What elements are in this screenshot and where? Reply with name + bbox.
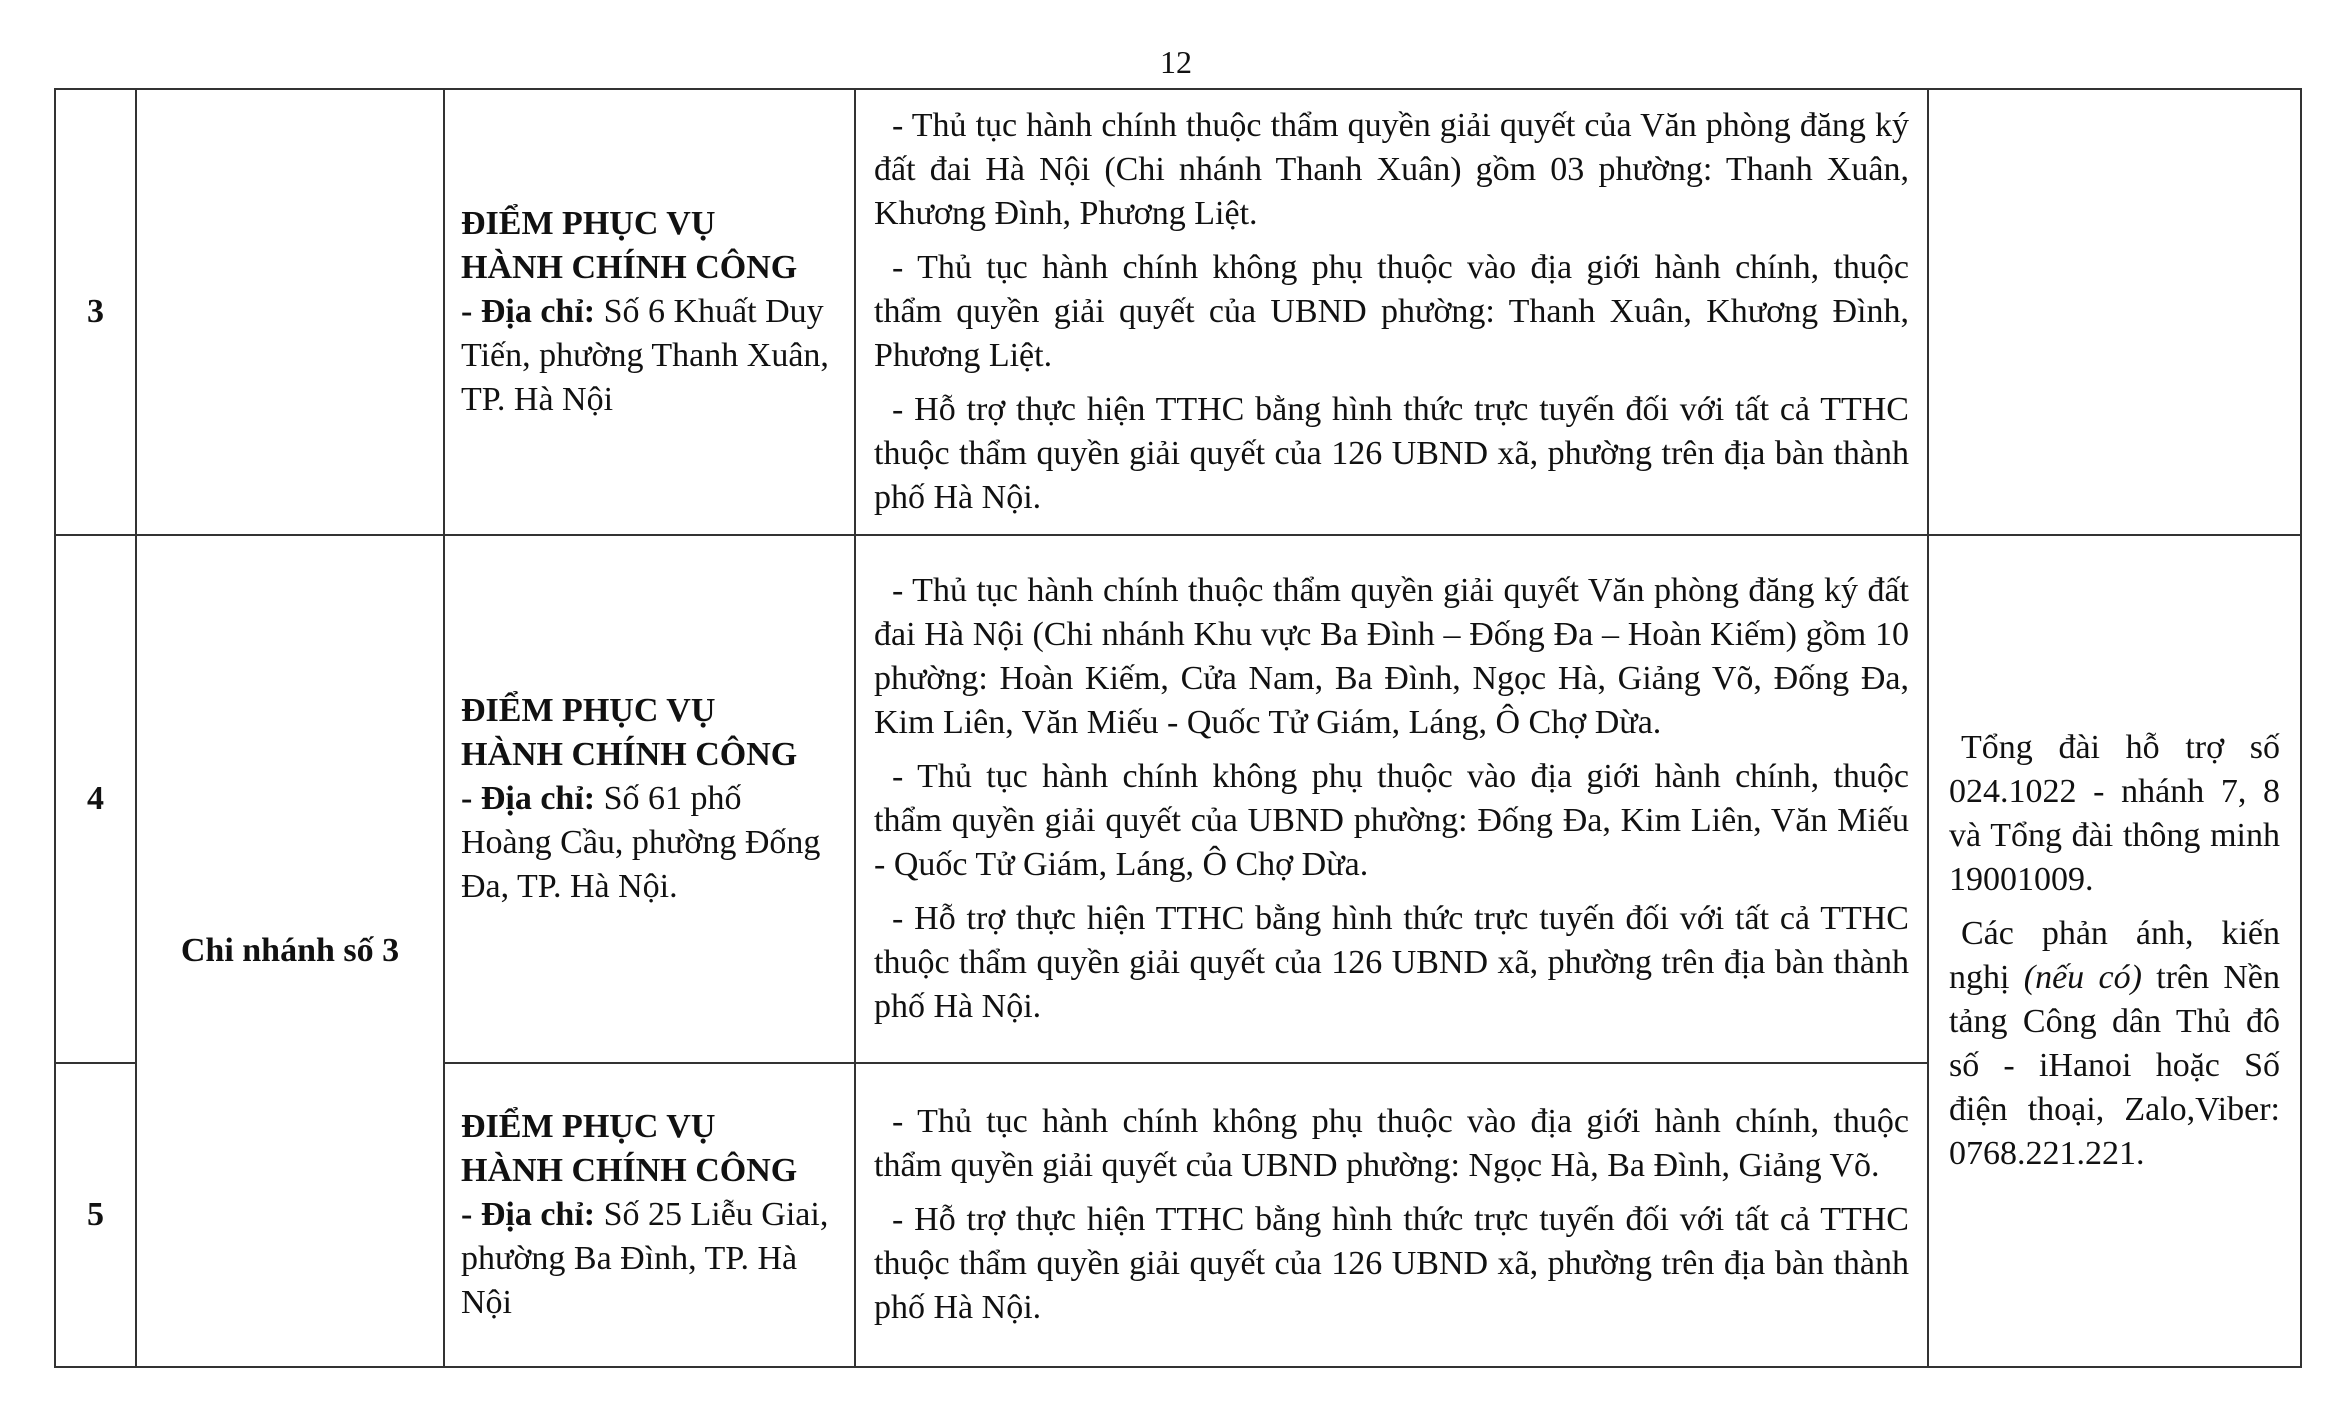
- address-text: Số 25 Liễu Giai, phường Ba Đình, TP. Hà Nội: [461, 1196, 829, 1321]
- table-row: [55, 535, 2301, 1063]
- address: [461, 290, 840, 422]
- feedback-text-before: Các phản ánh, kiến nghị: [1949, 915, 2280, 996]
- support-feedback: [1949, 912, 2280, 1176]
- row-number: 4: [55, 535, 136, 1063]
- row-number: 3: [55, 89, 136, 535]
- table-row: [55, 89, 2301, 535]
- address-label: - Địa chỉ:: [461, 780, 596, 817]
- address-text: Số 61 phố Hoàng Cầu, phường Đống Đa, TP. Hà Nội.: [461, 780, 821, 905]
- row-number: 5: [55, 1063, 136, 1367]
- procedure-item: - Thủ tục hành chính không phụ thuộc vào địa giới hành chính, thuộc thẩm quyền giải quyết của UBND phường: Ngọc Hà, Ba Đình, Giảng Võ.: [874, 1103, 1909, 1184]
- service-point-cell: [444, 535, 855, 1063]
- address-label: - Địa chỉ:: [461, 293, 596, 330]
- page-number: 12: [1160, 44, 1192, 80]
- procedures-cell: [855, 535, 1928, 1063]
- point-title-line2: HÀNH CHÍNH CÔNG: [461, 1152, 798, 1189]
- point-title-line1: ĐIỂM PHỤC VỤ: [461, 205, 716, 242]
- address: [461, 777, 840, 909]
- procedure-item: - Thủ tục hành chính không phụ thuộc vào địa giới hành chính, thuộc thẩm quyền giải quyết của UBND phường: Thanh Xuân, Khương Đình, Phương Liệt.: [874, 249, 1909, 374]
- procedure-item: - Hỗ trợ thực hiện TTHC bằng hình thức trực tuyến đối với tất cả TTHC thuộc thẩm quyền giải quyết của 126 UBND xã, phường trên địa bàn thành phố Hà Nội.: [874, 1201, 1909, 1326]
- point-title-line1: ĐIỂM PHỤC VỤ: [461, 692, 716, 729]
- point-title-line1: ĐIỂM PHỤC VỤ: [461, 1108, 716, 1145]
- procedure-item: - Hỗ trợ thực hiện TTHC bằng hình thức trực tuyến đối với tất cả TTHC thuộc thẩm quyền giải quyết của 126 UBND xã, phường trên địa bàn thành phố Hà Nội.: [874, 391, 1909, 516]
- procedure-item: - Hỗ trợ thực hiện TTHC bằng hình thức trực tuyến đối với tất cả TTHC thuộc thẩm quyền giải quyết của 126 UBND xã, phường trên địa bàn thành phố Hà Nội.: [874, 900, 1909, 1025]
- service-point-cell: [444, 89, 855, 535]
- procedures-cell: [855, 1063, 1928, 1367]
- procedures-cell: [855, 89, 1928, 535]
- address-label: - Địa chỉ:: [461, 1196, 596, 1233]
- procedure-item: - Thủ tục hành chính thuộc thẩm quyền giải quyết của Văn phòng đăng ký đất đai Hà Nội (Chi nhánh Thanh Xuân) gồm 03 phường: Thanh Xuân, Khương Đình, Phương Liệt.: [874, 107, 1909, 232]
- address: [461, 1193, 840, 1325]
- point-title-line2: HÀNH CHÍNH CÔNG: [461, 736, 798, 773]
- address-text: Số 6 Khuất Duy Tiến, phường Thanh Xuân, TP. Hà Nội: [461, 293, 829, 418]
- support-cell-empty: [1928, 89, 2301, 535]
- service-points-table: [54, 88, 2302, 1368]
- procedure-item: - Thủ tục hành chính thuộc thẩm quyền giải quyết Văn phòng đăng ký đất đai Hà Nội (Chi nhánh Khu vực Ba Đình – Đống Đa – Hoàn Kiếm) gồm 10 phường: Hoàn Kiếm, Cửa Nam, Ba Đình, Ngọc Hà, Giảng Võ, Đống Đa, Kim Liên, Văn Miếu - Quốc Tử Giám, Láng, Ô Chợ Dừa.: [874, 572, 1909, 741]
- support-hotline: Tổng đài hỗ trợ số 024.1022 - nhánh 7, 8 và Tổng đài thông minh 19001009.: [1949, 729, 2280, 898]
- service-point-cell: [444, 1063, 855, 1367]
- procedure-item: - Thủ tục hành chính không phụ thuộc vào địa giới hành chính, thuộc thẩm quyền giải quyết của UBND phường: Đống Đa, Kim Liên, Văn Miếu - Quốc Tử Giám, Láng, Ô Chợ Dừa.: [874, 758, 1909, 883]
- support-contact-cell: [1928, 535, 2301, 1367]
- feedback-text-italic: (nếu có): [2023, 959, 2142, 996]
- branch-cell-empty: [136, 89, 444, 535]
- point-title-line2: HÀNH CHÍNH CÔNG: [461, 249, 798, 286]
- feedback-text-after: trên Nền tảng Công dân Thủ đô số - iHanoi hoặc Số điện thoại, Zalo,Viber: 0768.221.221.: [1949, 959, 2281, 1172]
- branch-name: Chi nhánh số 3: [136, 535, 444, 1367]
